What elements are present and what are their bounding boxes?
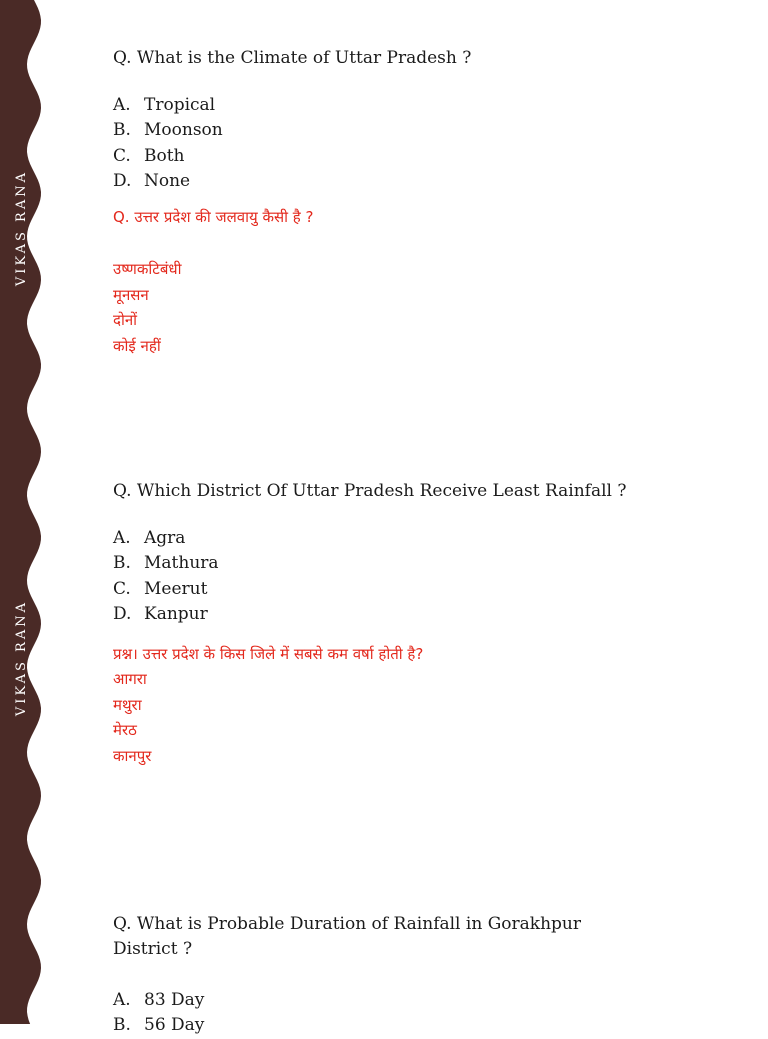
hindi-block-2	[113, 642, 733, 769]
option-a: A. 83 Day	[113, 990, 205, 1010]
option-list	[113, 93, 733, 194]
option-a: A. Agra	[113, 528, 186, 548]
hindi-options-block-1	[113, 257, 733, 359]
question-block-3	[113, 912, 583, 1039]
hindi-option: मूनसन	[113, 285, 149, 304]
hindi-option: आगरा	[113, 670, 147, 688]
watermark-label: VIKAS RANA	[14, 600, 29, 717]
hindi-question-text: प्रश्न। उत्तर प्रदेश के किस जिले में सबसे कम वर्षा होती है?	[113, 645, 424, 663]
question-block-2	[113, 479, 733, 627]
option-b: B. Moonson	[113, 120, 223, 141]
hindi-option-list	[113, 257, 733, 359]
option-c: C. Meerut	[113, 578, 208, 599]
watermark-label: VIKAS RANA	[14, 170, 29, 287]
option-list	[113, 988, 583, 1039]
hindi-option: मथुरा	[113, 695, 142, 714]
option-d: D. Kanpur	[113, 603, 208, 624]
hindi-option: कानपुर	[113, 746, 152, 765]
hindi-question-block-1	[113, 205, 733, 230]
option-list	[113, 526, 733, 627]
hindi-option: दोनों	[113, 311, 138, 329]
option-d: D. None	[113, 170, 191, 191]
question-text: Q. Which District Of Uttar Pradesh Receive Least Rainfall ?	[113, 481, 627, 501]
hindi-option: उष्णकटिबंधी	[113, 260, 182, 278]
wavy-border-decoration	[0, 0, 48, 1024]
option-b: B. 56 Day	[113, 1015, 205, 1036]
side-band	[0, 0, 48, 1024]
hindi-option: मेरठ	[113, 721, 137, 739]
option-a: A. Tropical	[113, 95, 216, 115]
option-c: C. Both	[113, 145, 185, 166]
question-text: Q. What is the Climate of Uttar Pradesh ?	[113, 48, 472, 68]
hindi-option-list	[113, 667, 733, 769]
question-block-1	[113, 46, 733, 194]
hindi-option: कोई नहीं	[113, 336, 161, 355]
hindi-question-text: Q. उत्तर प्रदेश की जलवायु कैसी है ?	[113, 208, 314, 226]
question-text: Q. What is Probable Duration of Rainfall in Gorakhpur District ?	[113, 914, 581, 959]
option-b: B. Mathura	[113, 553, 219, 574]
